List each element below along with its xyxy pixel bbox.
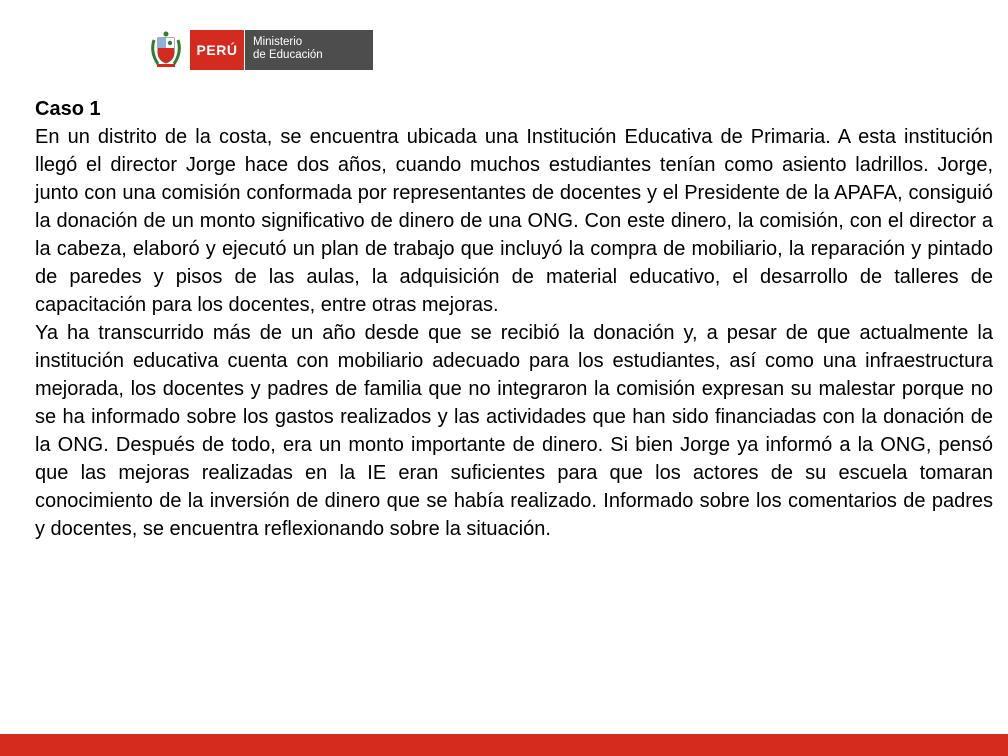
case-title: Caso 1 [35, 98, 101, 120]
ministry-line-2: de Educación [253, 49, 323, 61]
ministry-line-1: Ministerio [253, 36, 303, 48]
ministry-logo [148, 30, 373, 70]
country-label: PERÚ [190, 30, 244, 70]
footer-band [0, 734, 1008, 756]
peru-coat-of-arms-icon [148, 30, 184, 70]
ministry-label [244, 30, 373, 70]
case-content [35, 95, 993, 543]
case-paragraph-2: Ya ha transcurrido más de un año desde que se recibió la donación y, a pesar de que actualmente la institución educativa cuenta con mobiliario adecuado para los estudiantes, así como una infraestructura mejorada, los docentes y padres de familia que no integraron la comisión expresan su malestar porque no se ha informado sobre los gastos realizados y las actividades que han sido financiadas con la donación de la ONG. Después de todo, era un monto importante de dinero. Si bien Jorge ya informó a la ONG, pensó que las mejoras realizadas en la IE eran suficientes para que los actores de su escuela tomaran conocimiento de la inversión de dinero que se había realizado. Informado sobre los comentarios de padres y docentes, se encuentra reflexionando sobre la situación. [35, 322, 993, 540]
case-paragraph-1: En un distrito de la costa, se encuentra ubicada una Institución Educativa de Primaria. A esta institución llegó el director Jorge hace dos años, cuando muchos estudiantes tenían como asiento ladrillos. Jorge, junto con una comisión conformada por representantes de docentes y el Presidente de la APAFA, consiguió la donación de un monto significativo de dinero de una ONG. Con este dinero, la comisión, con el director a la cabeza, elaboró y ejecutó un plan de trabajo que incluyó la compra de mobiliario, la reparación y pintado de paredes y pisos de las aulas, la adquisición de material educativo, el desarrollo de talleres de capacitación para los docentes, entre otras mejoras. [35, 126, 993, 316]
